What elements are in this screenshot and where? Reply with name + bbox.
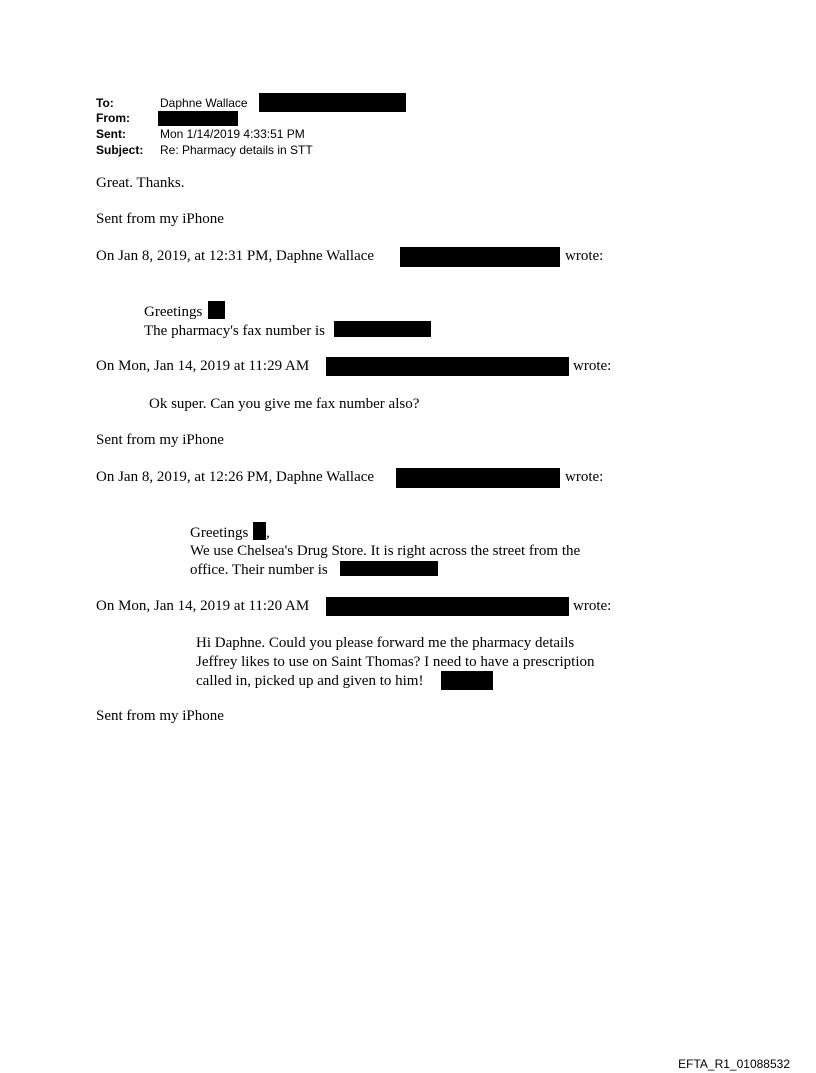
to-email-redaction — [259, 93, 406, 112]
from-redaction — [158, 111, 238, 126]
quote-text-line: called in, picked up and given to him! — [196, 673, 424, 689]
signature-line: Sent from my iPhone — [96, 708, 224, 724]
to-label: To: — [96, 96, 114, 110]
quote-greeting-comma: , — [266, 525, 270, 541]
quote-attribution: On Mon, Jan 14, 2019 at 11:20 AM — [96, 598, 310, 614]
document-id: EFTA_R1_01088532 — [678, 1057, 790, 1071]
from-label: From: — [96, 111, 130, 125]
quote-text-line: Jeffrey likes to use on Saint Thomas? I need to have a prescription — [196, 654, 595, 670]
sent-value: Mon 1/14/2019 4:33:51 PM — [160, 127, 305, 141]
signature-line: Sent from my iPhone — [96, 432, 224, 448]
quote-text-line: office. Their number is — [190, 562, 328, 578]
email-redaction — [326, 357, 569, 376]
quote-wrote: wrote: — [565, 248, 604, 264]
quote-text: Ok super. Can you give me fax number also? — [149, 396, 420, 412]
sent-label: Sent: — [96, 127, 126, 141]
text-redaction — [441, 671, 493, 690]
quote-greeting: Greetings — [190, 525, 249, 541]
reply-text: Great. Thanks. — [96, 175, 185, 191]
subject-label: Subject: — [96, 143, 144, 157]
name-redaction — [253, 522, 266, 540]
quote-attribution: On Mon, Jan 14, 2019 at 11:29 AM — [96, 358, 310, 374]
quote-text-line: We use Chelsea's Drug Store. It is right across the street from the — [190, 543, 581, 559]
quote-attribution: On Jan 8, 2019, at 12:26 PM, Daphne Wallace — [96, 469, 375, 485]
phone-number-redaction — [340, 561, 438, 576]
quote-fax-line: The pharmacy's fax number is — [144, 323, 325, 339]
email-redaction — [396, 468, 560, 488]
fax-number-redaction — [334, 321, 431, 337]
quote-wrote: wrote: — [565, 469, 604, 485]
quote-text-line: Hi Daphne. Could you please forward me the pharmacy details — [196, 635, 575, 651]
signature-line: Sent from my iPhone — [96, 211, 224, 227]
subject-value: Re: Pharmacy details in STT — [160, 143, 313, 157]
to-value: Daphne Wallace — [160, 96, 248, 110]
quote-wrote: wrote: — [573, 598, 612, 614]
quote-greeting: Greetings — [144, 304, 203, 320]
quote-wrote: wrote: — [573, 358, 612, 374]
email-redaction — [400, 247, 560, 267]
email-redaction — [326, 597, 569, 616]
name-redaction — [208, 301, 225, 319]
quote-attribution: On Jan 8, 2019, at 12:31 PM, Daphne Wallace — [96, 248, 375, 264]
